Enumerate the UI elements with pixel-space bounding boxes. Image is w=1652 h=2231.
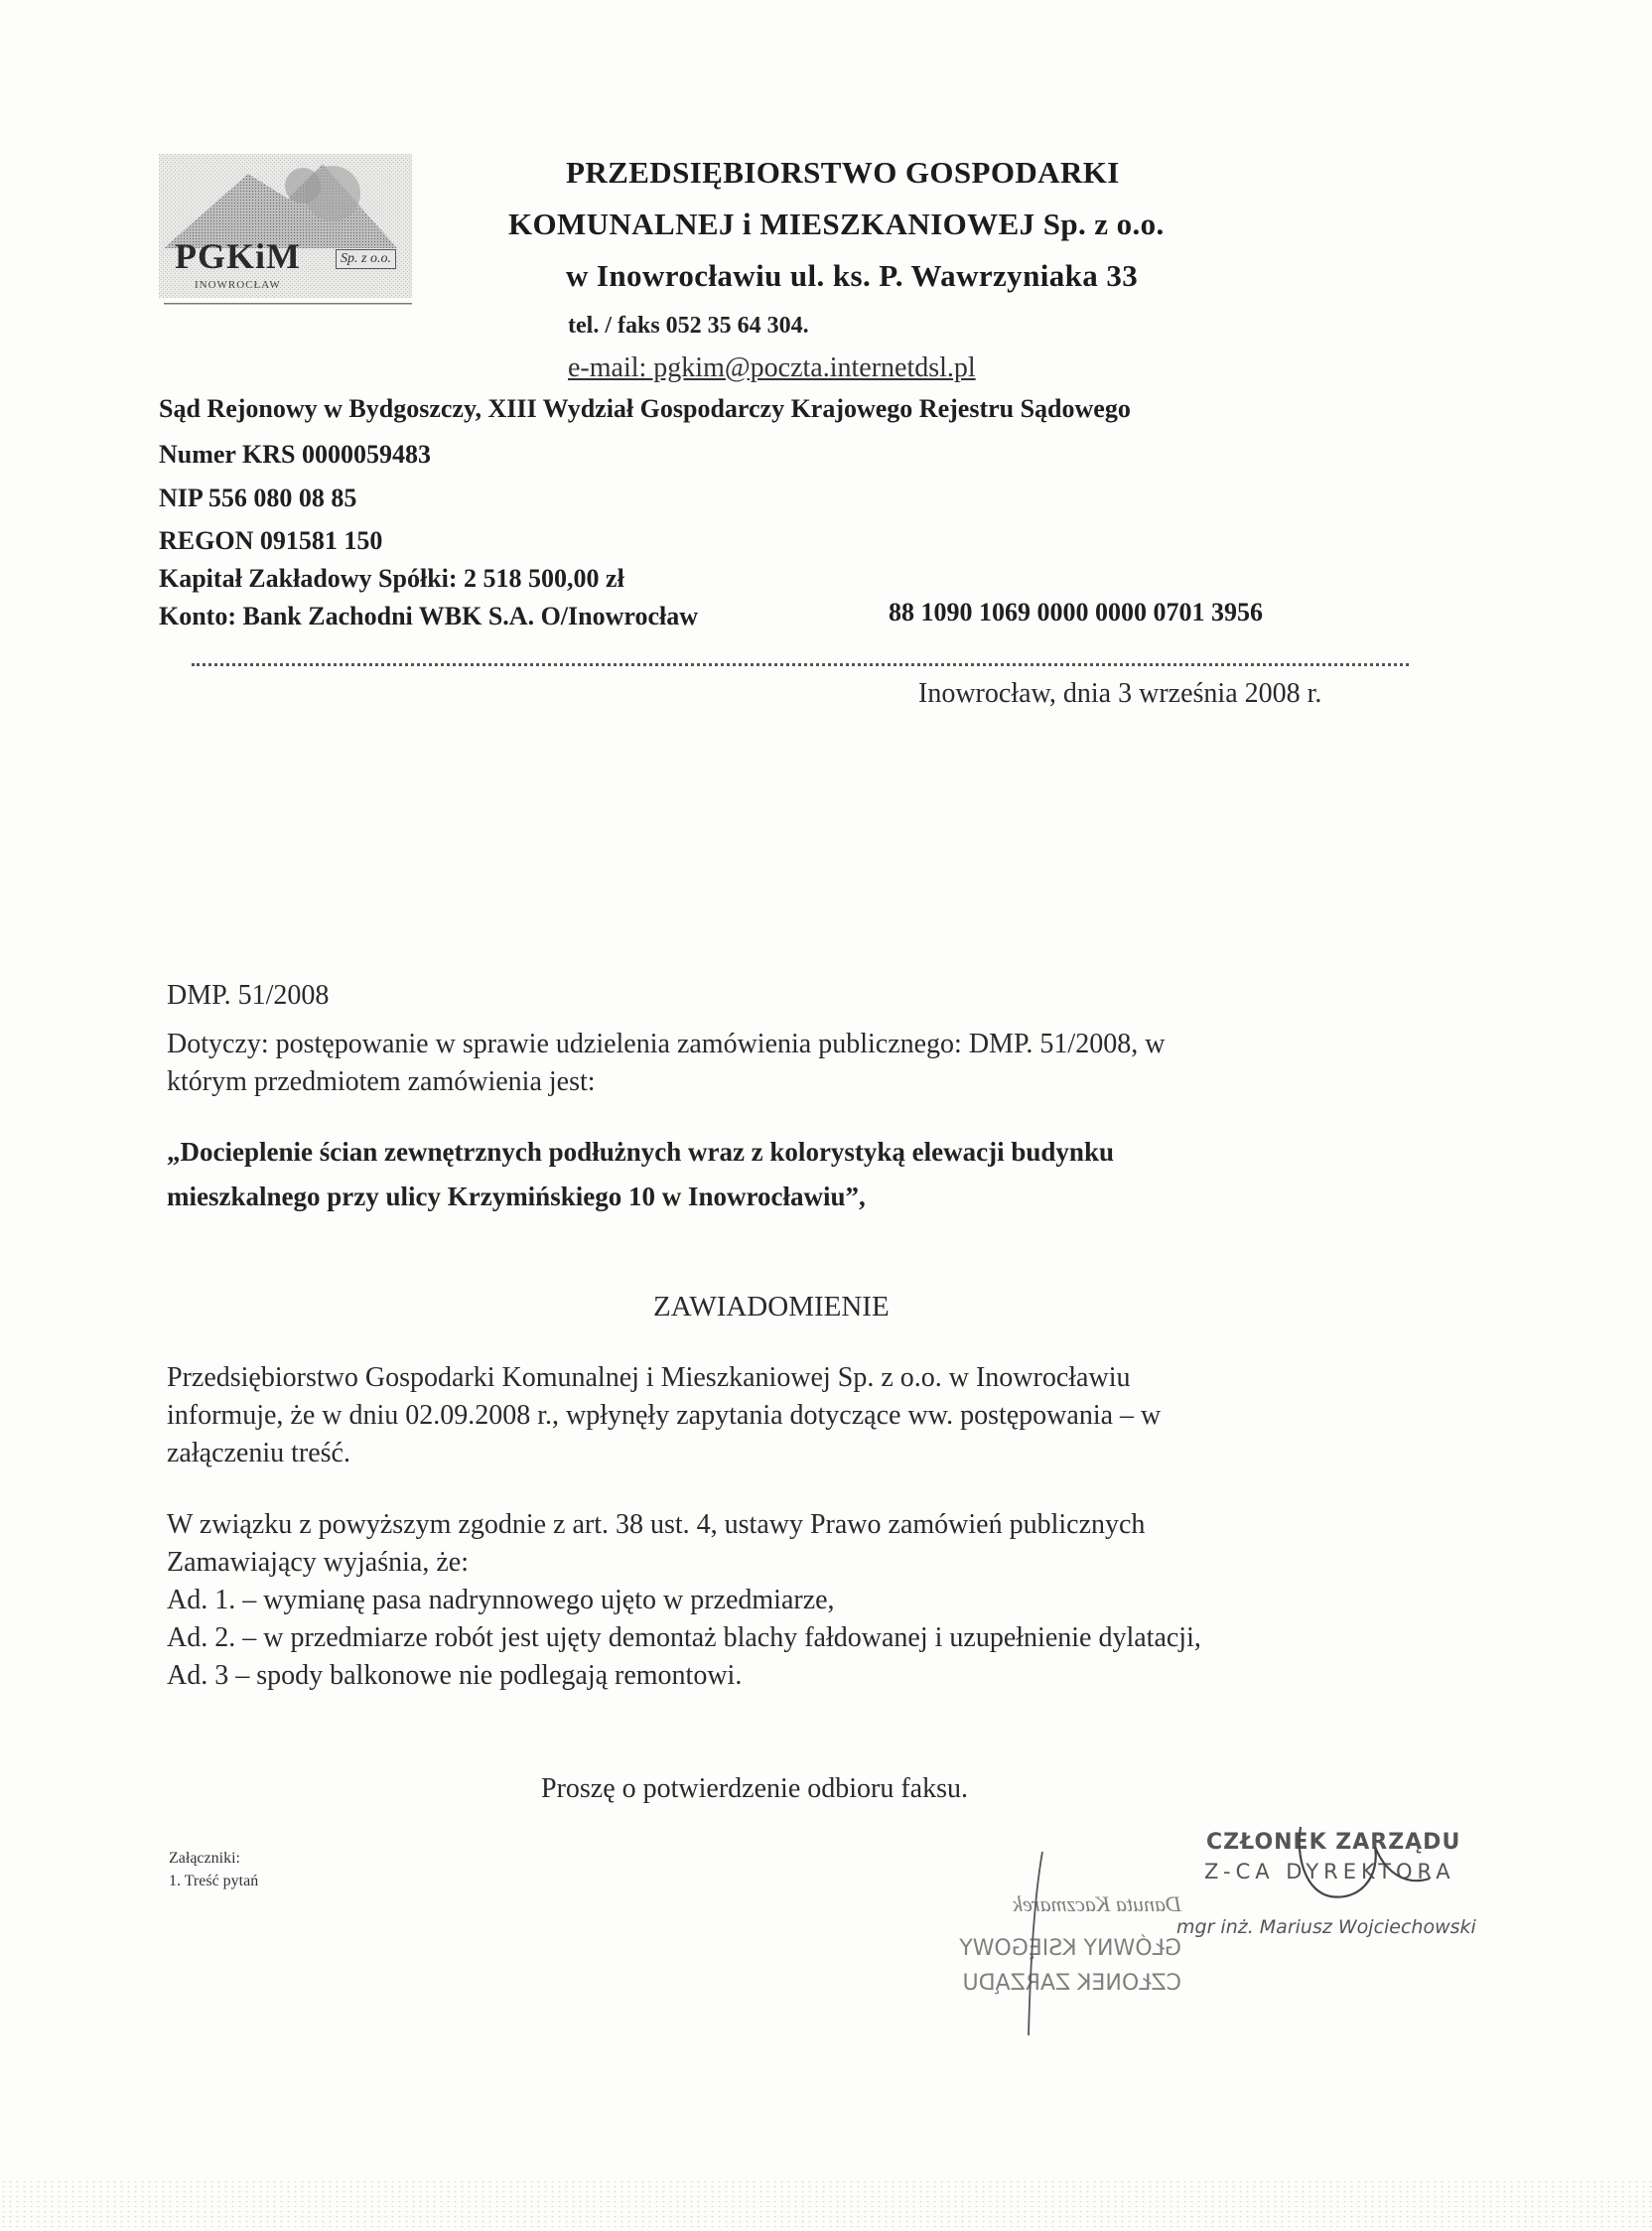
notice-heading: ZAWIADOMIENIE bbox=[653, 1291, 890, 1323]
stamp-board-member: CZŁONEK ZARZĄDU bbox=[1206, 1830, 1461, 1855]
attachments-label: Załączniki: bbox=[169, 1850, 240, 1867]
list-item: Ad. 1. – wymianę pasa nadrynnowego ujęto w przedmiarze, bbox=[167, 1585, 835, 1615]
company-email[interactable]: e-mail: pgkim@poczta.internetdsl.pl bbox=[568, 352, 976, 383]
stamp-deputy-director: Z-CA DYREKTORA bbox=[1204, 1860, 1455, 1883]
mirrored-stamp-board: CZŁONEK ZARZĄDU bbox=[962, 1971, 1181, 1996]
stamp-signatory-name: mgr inż. Mariusz Wojciechowski bbox=[1176, 1916, 1476, 1938]
closing-line: Proszę o potwierdzenie odbioru faksu. bbox=[541, 1773, 968, 1804]
paragraph1-line2: informuje, że w dniu 02.09.2008 r., wpłynęły zapytania dotyczące ww. postępowania – w bbox=[167, 1400, 1162, 1431]
logo-text: PGKiM bbox=[175, 236, 301, 276]
company-name-line1: PRZEDSIĘBIORSTWO GOSPODARKI bbox=[566, 155, 1120, 190]
subject-title-line2: mieszkalnego przy ulicy Krzymińskiego 10 w Inowrocławiu”, bbox=[167, 1182, 866, 1211]
header-divider bbox=[192, 663, 1409, 666]
company-logo bbox=[159, 154, 412, 313]
paragraph1-line3: załączeniu treść. bbox=[167, 1438, 350, 1468]
subject-line2: którym przedmiotem zamówienia jest: bbox=[167, 1066, 596, 1097]
date-line: Inowrocław, dnia 3 września 2008 r. bbox=[918, 678, 1322, 709]
paragraph2-line2: Zamawiający wyjaśnia, że: bbox=[167, 1547, 469, 1578]
logo-suffix: Sp. z o.o. bbox=[336, 249, 396, 269]
signature-right bbox=[1271, 1817, 1449, 1926]
registry-account-label: Konto: Bank Zachodni WBK S.A. O/Inowrocław bbox=[159, 602, 698, 630]
subject-line1: Dotyczy: postępowanie w sprawie udzielenia zamówienia publicznego: DMP. 51/2008, w bbox=[167, 1029, 1166, 1059]
mirrored-stamp-name: Danuta Kaczmarek bbox=[1013, 1891, 1181, 1916]
company-name-line2: KOMUNALNEJ i MIESZKANIOWEJ Sp. z o.o. bbox=[508, 207, 1165, 241]
subject-title-line1: „Docieplenie ścian zewnętrznych podłużnych wraz z kolorystyką elewacji budynku bbox=[167, 1137, 1114, 1167]
paragraph2-line1: W związku z powyższym zgodnie z art. 38 ust. 4, ustawy Prawo zamówień publicznych bbox=[167, 1509, 1146, 1540]
paragraph1-line1: Przedsiębiorstwo Gospodarki Komunalnej i Mieszkaniowej Sp. z o.o. w Inowrocławiu bbox=[167, 1362, 1131, 1393]
fax-noise bbox=[0, 2179, 1652, 2229]
reference-number: DMP. 51/2008 bbox=[167, 980, 330, 1011]
registry-regon: REGON 091581 150 bbox=[159, 526, 383, 555]
logo-city: INOWROCŁAW bbox=[195, 279, 281, 291]
attachments-item: 1. Treść pytań bbox=[169, 1873, 259, 1889]
list-item: Ad. 2. – w przedmiarze robót jest ujęty demontaż blachy fałdowanej i uzupełnienie dylatacji, bbox=[167, 1622, 1201, 1653]
list-item: Ad. 3 – spody balkonowe nie podlegają remontowi. bbox=[167, 1660, 743, 1691]
registry-capital: Kapitał Zakładowy Spółki: 2 518 500,00 zł bbox=[159, 564, 624, 593]
registry-nip: NIP 556 080 08 85 bbox=[159, 484, 357, 512]
mirrored-stamp bbox=[894, 1882, 1221, 2011]
mirrored-stamp-title: GŁÓWNY KSIĘGOWY bbox=[959, 1936, 1181, 1961]
registry-account-number: 88 1090 1069 0000 0000 0701 3956 bbox=[889, 598, 1263, 627]
company-address: w Inowrocławiu ul. ks. P. Wawrzyniaka 33 bbox=[566, 258, 1139, 293]
registry-krs: Numer KRS 0000059483 bbox=[159, 440, 431, 469]
company-phone: tel. / faks 052 35 64 304. bbox=[568, 313, 809, 339]
registry-court: Sąd Rejonowy w Bydgoszczy, XIII Wydział Gospodarczy Krajowego Rejestru Sądowego bbox=[159, 394, 1131, 423]
